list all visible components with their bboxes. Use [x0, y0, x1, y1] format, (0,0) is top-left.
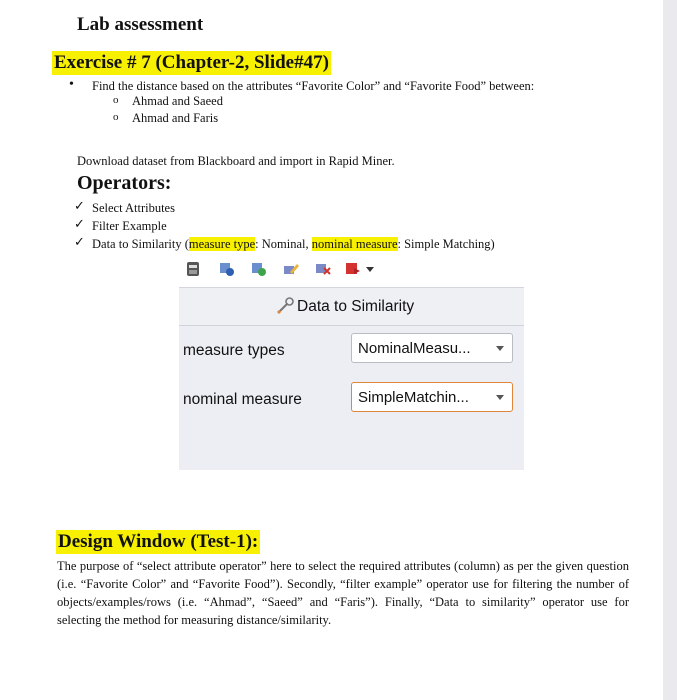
page-edge [663, 0, 677, 700]
operator-text: : Nominal, [255, 237, 312, 251]
wrench-icon [276, 295, 296, 315]
sub-bullet-icon: o [113, 111, 119, 123]
edit-icon[interactable] [282, 260, 300, 278]
sub-bullet-icon: o [113, 94, 119, 106]
dropdown-icon[interactable] [364, 260, 376, 278]
lab-title: Lab assessment [77, 14, 204, 35]
nominal-measure-select[interactable] [351, 382, 513, 412]
design-window-title: Design Window (Test-1): [58, 531, 259, 552]
parameters-panel [179, 287, 524, 470]
remove-icon[interactable] [314, 260, 332, 278]
operator-toolbar [184, 258, 444, 282]
measure-types-select[interactable] [351, 333, 513, 363]
checkmark-icon: ✓ [74, 198, 85, 213]
pair-item: Ahmad and Saeed [132, 94, 223, 108]
pair-item: Ahmad and Faris [132, 111, 219, 125]
highlight-measure-type: measure type [188, 237, 256, 251]
download-instruction: Download dataset from Blackboard and import in Rapid Miner. [77, 154, 395, 168]
design-paragraph: The purpose of “select attribute operator” here to select the required attributes (column) as per the given question (i.e. “Favorite Color” and “Favorite Food”). Secondly, “filter example” operator use for filtering the number of objects/examples/rows (i.e. “Ahmad”, “Saeed” and “Faris”). Finally, “Data to similarity” operator use for selecting the method for measuring distance/similarity. [57, 559, 629, 627]
task-text: Find the distance based on the attributes “Favorite Color” and “Favorite Food” between: [92, 79, 535, 93]
operator-info-icon[interactable] [184, 260, 202, 278]
checkmark-icon: ✓ [74, 234, 85, 249]
param-label-measure-types: measure types [183, 342, 285, 359]
chevron-down-icon [496, 395, 504, 400]
operator-text: : Simple Matching) [397, 237, 495, 251]
panel-title: Data to Similarity [297, 298, 415, 315]
panel-header [179, 288, 524, 326]
chevron-down-icon [496, 346, 504, 351]
run-icon[interactable] [344, 260, 362, 278]
refresh-icon[interactable] [218, 260, 236, 278]
operator-text: Data to Similarity ( [92, 237, 189, 251]
bullet-dot-icon: • [69, 77, 74, 92]
highlight-nominal-measure: nominal measure [311, 237, 398, 251]
operator-item: Select Attributes [92, 201, 175, 215]
operators-heading: Operators: [77, 172, 172, 194]
select-value: SimpleMatchin... [358, 389, 469, 406]
operator-item-data-to-similarity [92, 236, 495, 252]
checkmark-icon: ✓ [74, 216, 85, 231]
operator-item: Filter Example [92, 219, 167, 233]
exercise-title: Exercise # 7 (Chapter-2, Slide#47) [54, 52, 329, 73]
check-icon[interactable] [250, 260, 268, 278]
select-value: NominalMeasu... [358, 340, 471, 357]
param-label-nominal-measure: nominal measure [183, 391, 302, 408]
